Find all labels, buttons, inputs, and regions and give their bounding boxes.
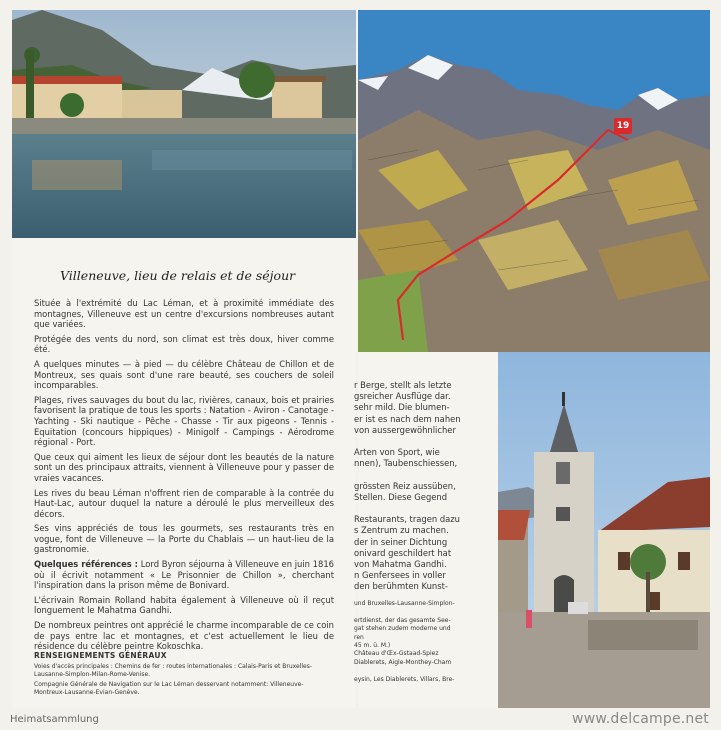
text-line: r Berge, stellt als letzte	[354, 380, 452, 390]
paragraph: L'écrivain Romain Rolland habita également à Villeneuve où il reçut longuement le Mahatma Gandhi.	[34, 594, 334, 616]
brochure-title: Villeneuve, lieu de relais et de séjour	[60, 268, 296, 283]
text-line	[354, 667, 494, 675]
general-info-heading: RENSEIGNEMENTS GÉNÉRAUX	[34, 651, 167, 660]
text-line	[354, 470, 494, 481]
paragraph: Située à l'extrémité du Lac Léman, et à proximité immédiate des montagnes, Villeneuve est un centre d'excursions nombreuses autant que variées.	[34, 298, 334, 330]
text-line: von Mahatma Gandhi.	[354, 559, 447, 569]
text-line: Stellen. Diese Gegend	[354, 491, 448, 502]
text-line: gsreicher Ausflüge dar.	[354, 391, 451, 402]
text-line: s Zentrum zu machen.	[354, 525, 449, 536]
paragraph: Plages, rives sauvages du bout du lac, rivières, canaux, bois et prairies favorisent la pratique de tous les sports : Natation - Aviron - Canotage - Yachting - Ski nautique - Pêche - Chasse - Tir aux pigeons - Tennis - Equitation (concours hippiques) - Minigolf - Campings - Aérodrome régional - Port.	[34, 394, 334, 448]
text-line: ren	[354, 633, 364, 641]
general-info	[34, 652, 334, 699]
german-body	[354, 380, 494, 593]
text-line: sehr mild. Die blumen-	[354, 402, 450, 413]
church-photo	[498, 352, 710, 708]
text-line	[354, 503, 494, 514]
paragraph: Que ceux qui aiment les lieux de séjour dont les beautés de la nature sont un des principaux attraits, viennent à Villeneuve pour y passer de vraies vacances.	[34, 451, 334, 483]
paragraph: Les rives du beau Léman n'offrent rien de comparable à la contrée du Haut-Lac, autour duquel la nature a déroulé le plus merveilleux des décors.	[34, 487, 334, 519]
text-line: er ist es nach dem nahen	[354, 413, 461, 424]
references-label: Quelques références :	[34, 559, 139, 570]
paragraph: Ses vins appréciés de tous les gourmets, ses restaurants très en vogue, font de Villeneuve — la Porte du Chablais — un haut-lieu de la gastronomie.	[34, 523, 334, 555]
paragraph: Protégée des vents du nord, son climat est très doux, hiver comme été.	[34, 333, 334, 355]
route-number-badge: 19	[614, 118, 632, 134]
mountain-map-illustration	[358, 10, 710, 352]
references-paragraph	[34, 559, 334, 591]
text-line: der in seiner Dichtung	[354, 536, 448, 547]
text-line: Arten von Sport, wie	[354, 447, 440, 458]
watermark-left: Heimatsammlung	[10, 714, 99, 725]
text-line: eysin, Les Diablerets, Villars, Bre-	[354, 675, 455, 683]
paragraph: A quelques minutes — à pied — du célèbre Château de Chillon et de Montreux, ses quais sont d'une rare beauté, ses couchers de soleil incomparables.	[34, 358, 334, 391]
text-line: ertdienst, der das gesamte See-	[354, 616, 451, 624]
references-text: Lord Byron séjourna à Villeneuve en juin 1816 où il écrivit notamment « Le Prisonnier de Chillon », cherchant l'inspiration dans la prison même de Bonivard.	[34, 559, 334, 591]
watermark-right: www.delcampe.net	[572, 711, 709, 727]
text-line: nnen), Taubenschiessen,	[354, 458, 458, 469]
french-text-panel	[12, 238, 356, 708]
text-line: den berühmten Kunst-	[354, 581, 448, 592]
german-text-panel	[354, 352, 498, 708]
text-line: Château d'Œx-Gstaad-Spiez	[354, 650, 439, 658]
french-body	[34, 298, 334, 656]
text-line	[354, 608, 494, 616]
text-line: 45 m. ü. M.)	[354, 641, 391, 649]
text-line: Diablerets, Aigle-Monthey-Cham	[354, 658, 452, 666]
text-line	[354, 436, 494, 447]
text-line: von aussergewöhnlicher	[354, 424, 456, 435]
lake-photo	[12, 10, 356, 238]
text-line: n Genfersees in voller	[354, 570, 446, 581]
access-routes: Voies d'accès principales : Chemins de fer : routes internationales : Calais-Paris et Bruxelles-Lausanne-Simplon-Milan-Rome-Venise.	[34, 663, 313, 678]
navigation-company: Compagnie Générale de Navigation sur le Lac Léman desservant notamment: Villeneuve-Montreux-Lausanne-Evian-Genève.	[34, 681, 304, 696]
text-line: gat stehen zudem moderne und	[354, 625, 451, 633]
text-line: onivard geschildert hat	[354, 547, 452, 558]
text-line: grössten Reiz aussüben,	[354, 480, 456, 491]
text-line: und Bruxelles-Lausanne-Simplon-	[354, 600, 455, 607]
text-line: Restaurants, tragen dazu	[354, 514, 460, 525]
german-info	[354, 600, 494, 684]
paragraph: De nombreux peintres ont apprécié le charme incomparable de ce coin de pays entre lac et montagnes, et c'est actuellement le lieu de résidence du célèbre peintre Kokoschka.	[34, 620, 334, 652]
